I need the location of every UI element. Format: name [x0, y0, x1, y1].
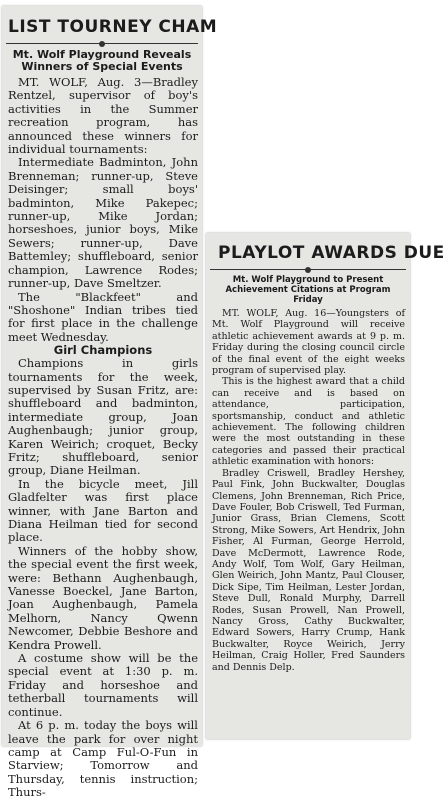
left-paragraph: Champions in girls tournaments for the week, supervised by Susan Fritz, are: shuffleboard and badminton, intermediate group, Joan Aughenbaugh; junior group, Karen Weirich; croquet, Becky Fritz; shuffleboard, senior group, Diane Heilman. [8, 356, 198, 478]
right-paragraph: This is the highest award that a child can receive and is based on attendance, participation, sportsmanship, conduct and athletic achievement. The following children were the most outstanding in these categories and passed their practical athletic examination with honors: [212, 376, 405, 468]
left-clipping [2, 6, 218, 800]
left-paragraph: Intermediate Badminton, John Brenneman; runner-up, Steve Deisinger; small boys' badminton, Mike Pakepec; runner-up, Mike Jordan; horseshoes, junior boys, Mike Sewers; runner-up, Dave Battemley; shuffleboard, senior champion, Lawrence Rodes; runner-up, Dave Smeltzer. [8, 155, 198, 291]
left-deck: Mt. Wolf Playground Reveals Winners of Special Events [12, 48, 192, 73]
left-article-body [2, 76, 202, 800]
right-article-body [206, 308, 410, 673]
left-paragraph: MT. WOLF, Aug. 3—Bradley Rentzel, supervisor of boy's activities in the Summer recreation program, has announced these winners for individual tournaments: [8, 75, 198, 157]
left-headline: LIST TOURNEY CHAM [8, 17, 218, 37]
left-paragraph: Winners of the hobby show, the special event the first week, were: Bethann Aughenbaugh, Vanesse Boeckel, Jane Barton, Joan Aughenbaugh, Pamela Melhorn, Nancy Qwenn Newcomer, Debbie Beshore and Kendra Prowell. [8, 543, 198, 652]
left-subhead: Girl Champions [53, 343, 153, 358]
right-clipping [206, 233, 445, 739]
left-paragraph: At 6 p. m. today the boys will leave the park for over night camp at Camp Ful-O-Fun in Starview; Tomorrow and Thursday, tennis instruction; Thurs- [8, 718, 198, 800]
right-headline: PLAYLOT AWARDS DUE [218, 243, 445, 263]
right-headline-rule [210, 267, 406, 273]
left-paragraph: In the bicycle meet, Jill Gladfelter was first place winner, with Jane Barton and Diana Heilman tied for second place. [8, 476, 198, 545]
left-paragraph: A costume show will be the special event at 1:30 p. m. Friday and horseshoe and tetherball tournaments will continue. [8, 651, 198, 719]
right-deck: Mt. Wolf Playground to Present Achievement Citations at Program Friday [225, 275, 391, 305]
right-paragraph: Bradley Criswell, Bradley Hershey, Paul Fink, John Buckwalter, Douglas Clemens, John Brenneman, Rich Price, Dave Fouler, Bob Criswell, Ted Furman, Junior Grass, Brian Clemens, Scott Strong, Mike Sowers, Art Hendrix, John Fisher, Al Furman, George Herrold, Dave McDermott, Lawrence Rode, Andy Wolf, Tom Wolf, Gary Heilman, Glen Weirich, John Mantz, Paul Clouser, Dick Sipe, Tim Heilman, Lester Jordan, Steve Dull, Ronald Murphy, Darrell Rodes, Susan Prowell, Nan Prowell, Nancy Gross, Cathy Buckwalter, Edward Sowers, Harry Crump, Hank Buckwalter, Royce Weirich, Jerry Heilman, Craig Holler, Fred Saunders and Dennis Delp. [212, 467, 405, 673]
left-paragraph: The "Blackfeet" and "Shoshone" Indian tribes tied for first place in the challenge meet Wednesday. [8, 289, 198, 344]
left-headline-rule [6, 41, 198, 47]
right-paragraph: MT. WOLF, Aug. 16—Youngsters of Mt. Wolf Playground will receive athletic achievement awards at 9 p. m. Friday during the closing council circle of the final event of the eight weeks program of supervised play. [212, 308, 405, 377]
